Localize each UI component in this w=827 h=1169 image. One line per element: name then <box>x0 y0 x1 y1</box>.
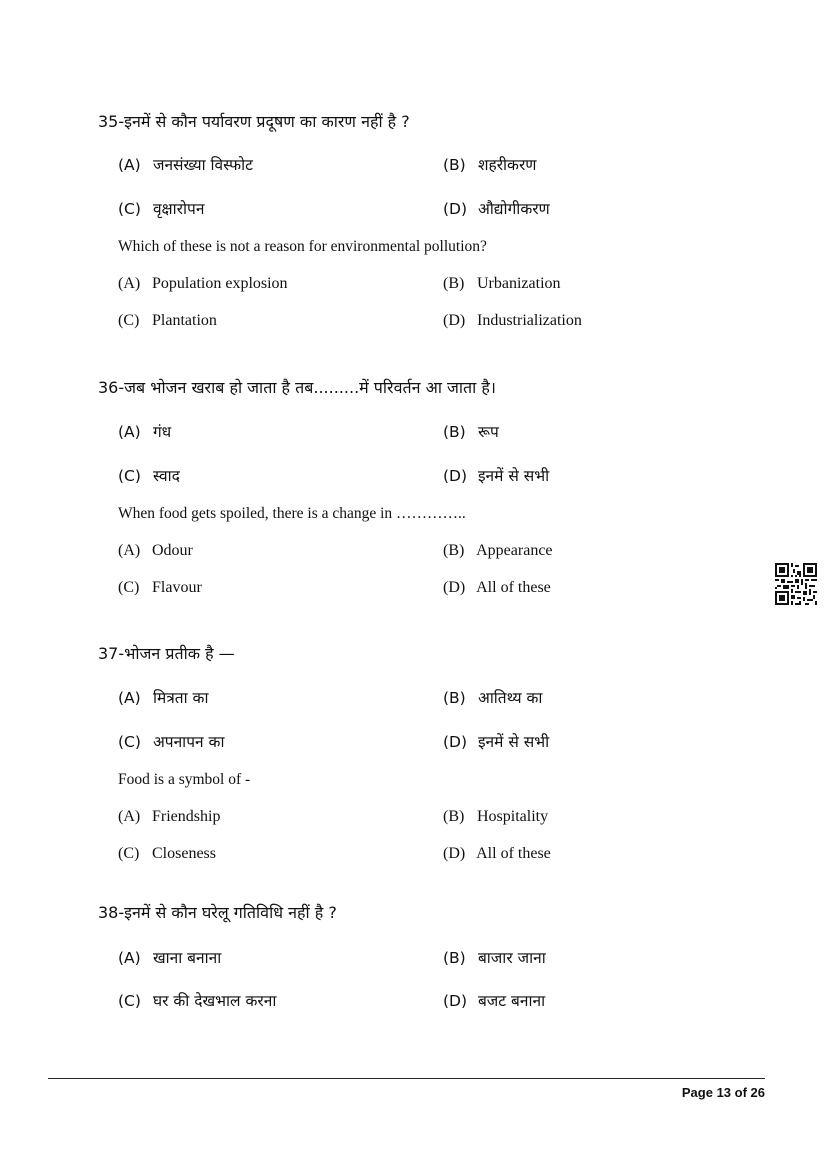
q35-hindi-option-c: (C) वृक्षारोपन <box>118 200 205 218</box>
question-36-english: When food gets spoiled, there is a change in ………….. <box>118 505 466 522</box>
q35-english-option-b: (B) Urbanization <box>443 275 561 292</box>
q36-english-option-a: (A) Odour <box>118 542 193 559</box>
q37-hindi-option-a: (A) मित्रता का <box>118 689 209 707</box>
footer-divider <box>48 1078 765 1079</box>
q35-hindi-option-d: (D) औद्योगीकरण <box>443 200 550 218</box>
q35-hindi-option-b: (B) शहरीकरण <box>443 156 537 174</box>
q38-hindi-option-c: (C) घर की देखभाल करना <box>118 992 277 1010</box>
q35-english-option-d: (D) Industrialization <box>443 312 582 329</box>
q35-hindi-option-a: (A) जनसंख्या विस्फोट <box>118 156 253 174</box>
q38-hindi-option-a: (A) खाना बनाना <box>118 949 222 967</box>
question-35-english: Which of these is not a reason for environmental pollution? <box>118 238 487 255</box>
q37-english-option-d: (D) All of these <box>443 845 551 862</box>
q35-english-option-a: (A) Population explosion <box>118 275 288 292</box>
q36-hindi-option-c: (C) स्वाद <box>118 467 180 485</box>
q36-english-option-d: (D) All of these <box>443 579 551 596</box>
q37-hindi-option-c: (C) अपनापन का <box>118 733 225 751</box>
page-number: Page 13 of 26 <box>681 1085 765 1100</box>
q36-english-option-b: (B) Appearance <box>443 542 553 559</box>
question-35-hindi: 35-इनमें से कौन पर्यावरण प्रदूषण का कारण नहीं है ? <box>98 112 410 131</box>
q37-english-option-b: (B) Hospitality <box>443 808 549 825</box>
question-37-english: Food is a symbol of - <box>118 771 251 788</box>
q36-hindi-option-b: (B) रूप <box>443 423 499 441</box>
qr-code-icon <box>775 563 817 605</box>
q37-english-option-c: (C) Closeness <box>118 845 216 862</box>
q37-hindi-option-b: (B) आतिथ्य का <box>443 689 543 707</box>
question-36-hindi: 36-जब भोजन खराब हो जाता है तब.........में परिवर्तन आ जाता है। <box>98 378 496 397</box>
q36-hindi-option-a: (A) गंध <box>118 423 172 441</box>
q37-hindi-option-d: (D) इनमें से सभी <box>443 733 550 751</box>
q36-hindi-option-d: (D) इनमें से सभी <box>443 467 550 485</box>
q37-english-option-a: (A) Friendship <box>118 808 221 825</box>
question-38-hindi: 38-इनमें से कौन घरेलू गतिविधि नहीं है ? <box>98 903 337 922</box>
q38-hindi-option-b: (B) बाजार जाना <box>443 949 546 967</box>
q36-english-option-c: (C) Flavour <box>118 579 202 596</box>
question-37-hindi: 37-भोजन प्रतीक है — <box>98 644 235 663</box>
q38-hindi-option-d: (D) बजट बनाना <box>443 992 546 1010</box>
q35-english-option-c: (C) Plantation <box>118 312 217 329</box>
